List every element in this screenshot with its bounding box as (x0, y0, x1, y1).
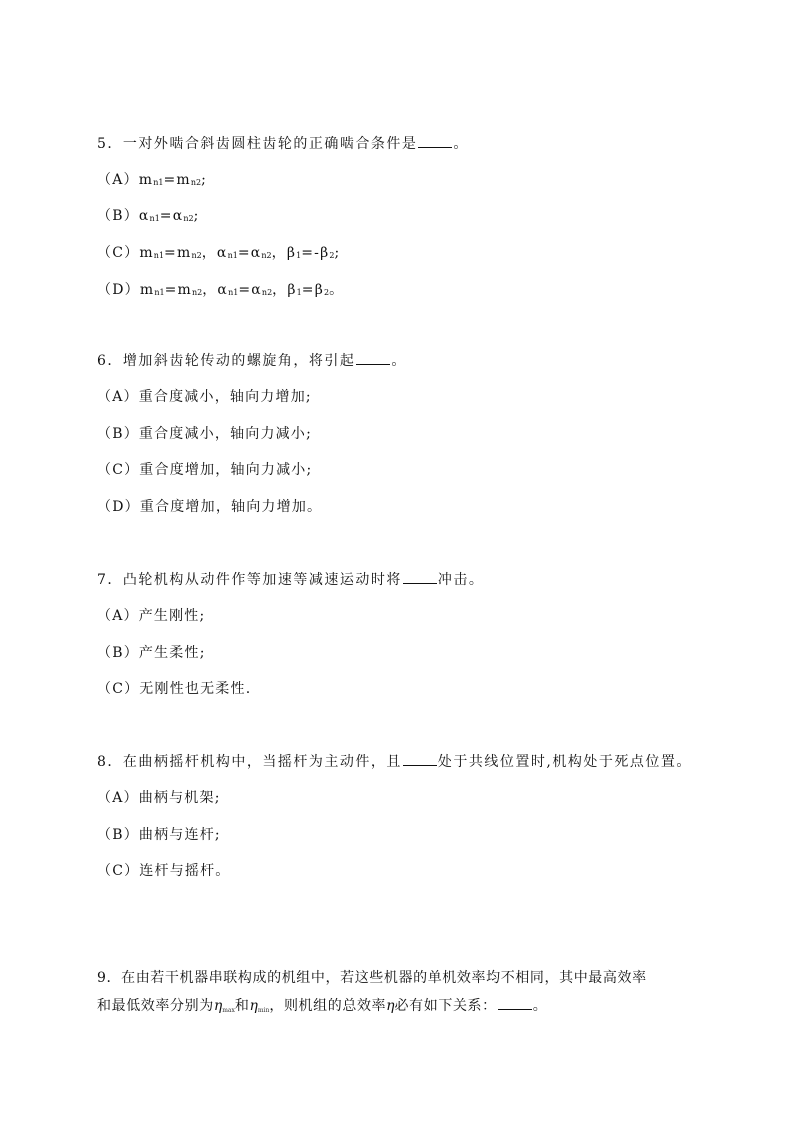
q8-answer-blank[interactable] (403, 751, 437, 766)
q6-stem-end: 。 (391, 353, 407, 369)
subscript: n2 (190, 178, 202, 187)
option-label: （C） (97, 245, 140, 261)
formula-text: =α (159, 208, 184, 224)
q9-text: ，则机组的总效率 (269, 998, 387, 1014)
subscript: 2 (324, 288, 330, 297)
subscript: n1 (149, 214, 160, 223)
subscript: n1 (227, 251, 238, 260)
formula-text: ，α (202, 282, 229, 298)
q5-option-c (97, 243, 340, 263)
subscript: n1 (153, 251, 165, 260)
formula-text: ，β (271, 245, 297, 261)
q8-option-a: （A）曲柄与机架; (97, 790, 221, 806)
formula-text: α (138, 208, 150, 224)
option-label: （B） (97, 208, 139, 224)
subscript: n2 (261, 288, 273, 297)
eta-max-symbol: η (213, 998, 223, 1014)
q7-stem-end: 冲击。 (437, 572, 485, 588)
q8-option-b: （B）曲柄与连杆; (97, 827, 221, 843)
formula-text: m (139, 282, 155, 298)
subscript: n2 (183, 214, 194, 223)
formula-text: =m (163, 172, 191, 188)
formula-text: =m (164, 282, 192, 298)
q5-stem-end: 。 (453, 136, 469, 152)
option-label: （D） (97, 282, 140, 298)
question-8-stem (97, 751, 692, 772)
formula-text: =α (238, 282, 262, 298)
formula-text: =α (237, 245, 262, 261)
eta-min-symbol: η (249, 998, 258, 1014)
q6-answer-blank[interactable] (356, 350, 390, 365)
formula-text: ; (201, 172, 208, 188)
subscript: 2 (329, 251, 335, 260)
formula-text: =m (164, 245, 192, 261)
q6-option-c: （C）重合度增加，轴向力减小; (97, 462, 313, 478)
question-6-stem (97, 350, 407, 371)
question-9-stem-line1: 9．在由若干机器串联构成的机组中，若这些机器的单机效率均不相同，其中最高效率 (97, 970, 647, 986)
q9-text: 和最低效率分别为 (97, 998, 214, 1014)
eta-min-subscript: min (257, 1007, 270, 1014)
q7-answer-blank[interactable] (403, 569, 437, 584)
q5-stem-text: 5．一对外啮合斜齿圆柱齿轮的正确啮合条件是 (97, 136, 418, 152)
question-7-stem (97, 569, 484, 590)
q7-option-c: （C）无刚性也无柔性. (97, 681, 252, 697)
formula-text: =-β (301, 245, 330, 261)
q5-option-b (97, 206, 200, 226)
formula-text: ，α (201, 245, 228, 261)
question-5-stem (97, 133, 469, 154)
q6-stem-text: 6．增加斜齿轮传动的螺旋角，将引起 (97, 353, 356, 369)
q9-answer-blank[interactable] (498, 995, 532, 1010)
q5-option-d (97, 280, 344, 300)
q8-stem-text: 8．在曲柄摇杆机构中，当摇杆为主动件，且 (97, 754, 402, 770)
formula-text: m (139, 245, 154, 261)
subscript: n1 (153, 178, 164, 187)
q8-stem-end: 处于共线位置时,机构处于死点位置。 (437, 754, 692, 770)
q8-option-c: （C）连杆与摇杆。 (97, 863, 231, 879)
formula-text: =β (301, 282, 324, 298)
q7-stem-text: 7．凸轮机构从动件作等加速等减速运动时将 (97, 572, 402, 588)
subscript: 1 (296, 288, 302, 297)
eta-total-symbol: η (386, 998, 395, 1014)
subscript: n2 (191, 288, 203, 297)
formula-text: ，β (272, 282, 297, 298)
formula-text: ; (193, 208, 200, 224)
q5-option-a (97, 170, 207, 190)
q5-answer-blank[interactable] (418, 133, 452, 148)
q9-text: 必有如下关系： (394, 998, 497, 1014)
q7-option-a: （A）产生刚性; (97, 608, 206, 624)
q6-option-a: （A）重合度减小，轴向力增加; (97, 389, 312, 405)
subscript: n1 (154, 288, 165, 297)
formula-text: ; (334, 245, 341, 261)
question-9-stem-line2 (97, 995, 547, 1021)
formula-text: 。 (329, 282, 345, 298)
q6-option-d: （D）重合度增加，轴向力增加。 (97, 499, 323, 515)
formula-text: m (138, 172, 154, 188)
subscript: n1 (228, 288, 239, 297)
subscript: n2 (191, 251, 202, 260)
q6-option-b: （B）重合度减小，轴向力减小; (97, 426, 313, 442)
q7-option-b: （B）产生柔性; (97, 645, 206, 661)
subscript: 1 (296, 251, 302, 260)
eta-max-subscript: max (222, 1007, 235, 1014)
option-label: （A） (97, 172, 139, 188)
q9-text: 和 (234, 998, 250, 1014)
subscript: n2 (261, 251, 272, 260)
q9-text: 。 (532, 998, 548, 1014)
